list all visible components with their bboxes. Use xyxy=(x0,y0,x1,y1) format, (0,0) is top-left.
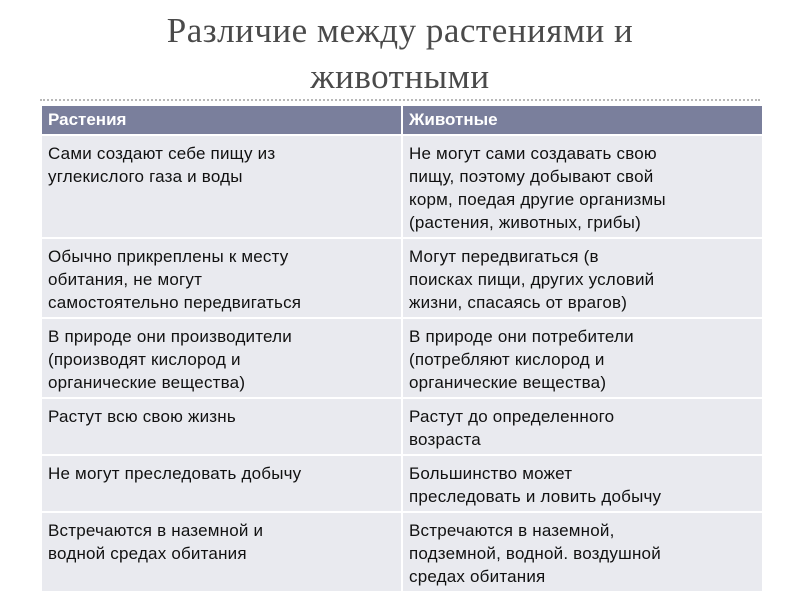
cell-plants xyxy=(42,239,401,317)
cell-text: Не могут преследовать добычу xyxy=(48,464,302,483)
cell-text: Большинство может преследовать и ловить добычу xyxy=(409,464,662,506)
cell-animals xyxy=(403,456,762,511)
cell-text: Обычно прикреплены к месту обитания, не могут самостоятельно передвигаться xyxy=(48,247,302,312)
slide-title xyxy=(40,8,760,100)
cell-plants xyxy=(42,319,401,397)
comparison-table xyxy=(40,104,764,593)
slide-title-text: Различие между растениями и животными xyxy=(166,11,634,96)
cell-plants xyxy=(42,456,401,511)
cell-text: В природе они производители (производят кислород и органические вещества) xyxy=(48,327,292,392)
cell-text: Могут передвигаться (в поисках пищи, других условий жизни, спасаясь от врагов) xyxy=(409,247,655,312)
cell-text: Растут до определенного возраста xyxy=(409,407,615,449)
table-row xyxy=(42,239,762,317)
cell-animals xyxy=(403,319,762,397)
header-animals: Животные xyxy=(403,106,762,134)
header-plants: Растения xyxy=(42,106,401,134)
table-row xyxy=(42,399,762,454)
cell-animals xyxy=(403,399,762,454)
cell-text: Встречаются в наземной, подземной, водной. воздушной средах обитания xyxy=(409,521,661,586)
table-header-row xyxy=(42,106,762,134)
cell-animals xyxy=(403,239,762,317)
cell-text: В природе они потребители (потребляют кислород и органические вещества) xyxy=(409,327,634,392)
cell-text: Встречаются в наземной и водной средах обитания xyxy=(48,521,264,563)
cell-plants xyxy=(42,136,401,237)
table-row xyxy=(42,319,762,397)
cell-plants xyxy=(42,513,401,591)
cell-plants xyxy=(42,399,401,454)
table-row xyxy=(42,136,762,237)
table-row xyxy=(42,513,762,591)
cell-text: Не могут сами создавать свою пищу, поэтому добывают свой корм, поедая другие организмы (растения, животных, грибы) xyxy=(409,144,666,232)
table-row xyxy=(42,456,762,511)
cell-animals xyxy=(403,136,762,237)
cell-text: Растут всю свою жизнь xyxy=(48,407,236,426)
cell-animals xyxy=(403,513,762,591)
cell-text: Сами создают себе пищу из углекислого газа и воды xyxy=(48,144,276,186)
title-divider xyxy=(40,99,760,101)
